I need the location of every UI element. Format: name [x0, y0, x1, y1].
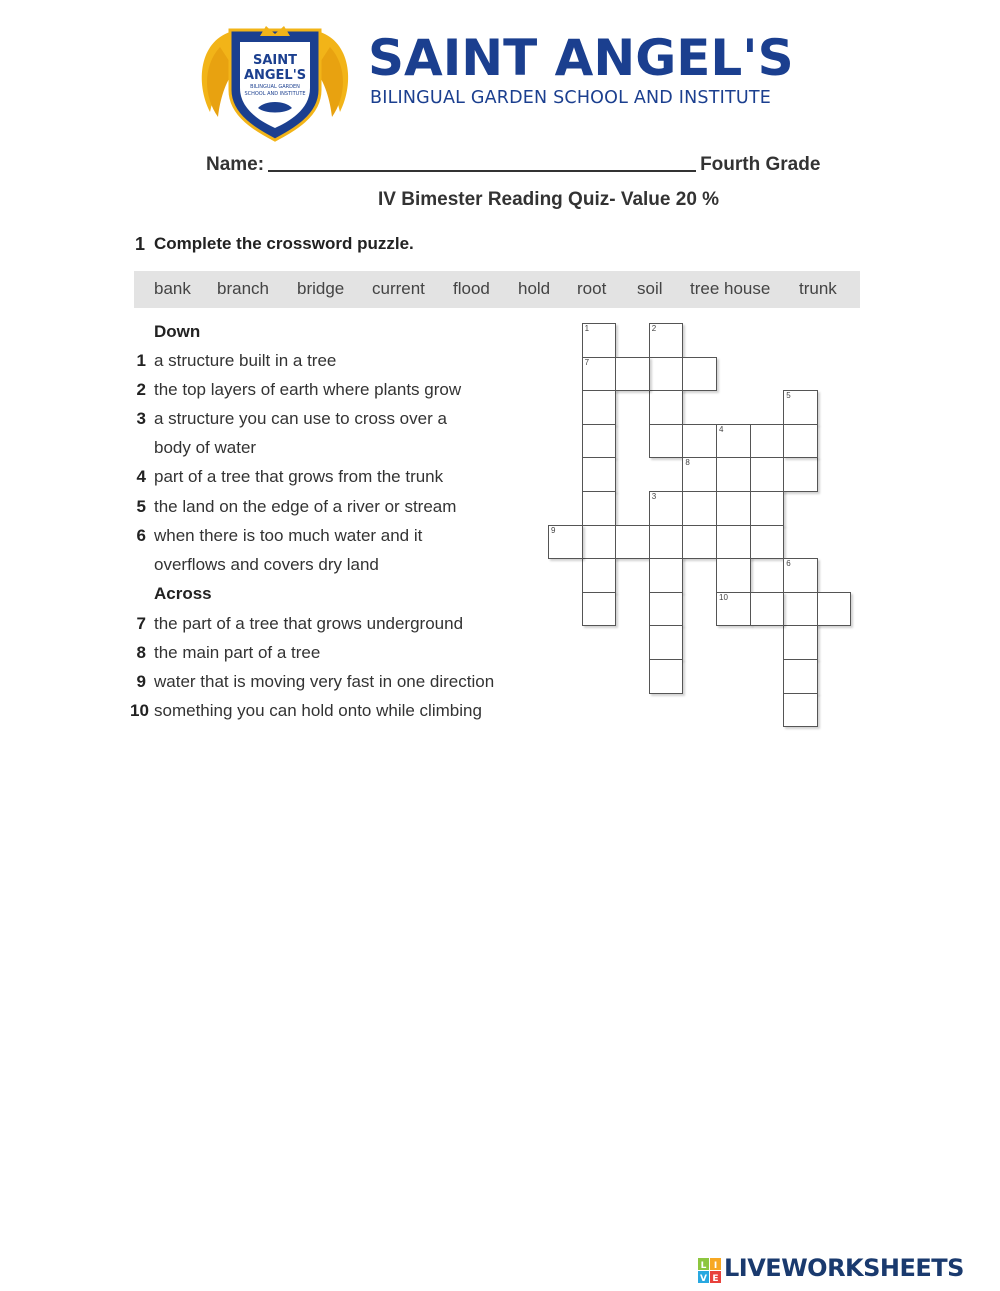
svg-text:V: V	[700, 1274, 707, 1284]
crossword-cell[interactable]	[649, 424, 684, 459]
crossword-cell[interactable]	[783, 625, 818, 660]
clue-number: 4	[136, 467, 146, 486]
crossword-cell-number: 8	[685, 458, 690, 468]
crossword-cell[interactable]	[649, 323, 684, 358]
crossword-cell[interactable]	[649, 390, 684, 425]
crossword-cell[interactable]	[649, 659, 684, 694]
word-bank-item: trunk	[799, 279, 837, 298]
clue-number: 10	[130, 701, 149, 720]
crossword-cell[interactable]	[783, 390, 818, 425]
crossword-cell[interactable]	[750, 424, 785, 459]
crossword-cell[interactable]	[649, 558, 684, 593]
crossword-cell[interactable]	[649, 625, 684, 660]
crossword-cell[interactable]	[716, 525, 751, 560]
word-bank-item: branch	[217, 279, 269, 298]
clue-text: when there is too much water and it	[154, 526, 423, 545]
crossword-grid	[548, 323, 858, 733]
name-blank[interactable]	[268, 154, 696, 172]
clue-text: part of a tree that grows from the trunk	[154, 467, 444, 486]
school-crest-logo	[190, 12, 360, 142]
word-bank-item: soil	[637, 279, 663, 298]
across-heading: Across	[154, 584, 212, 603]
svg-text:E: E	[712, 1274, 719, 1284]
crossword-cell[interactable]	[649, 491, 684, 526]
crossword-cell[interactable]	[582, 323, 617, 358]
crossword-cell[interactable]	[649, 357, 684, 392]
word-bank-item: bank	[154, 279, 191, 298]
crossword-cell[interactable]	[783, 659, 818, 694]
crossword-cell[interactable]	[783, 558, 818, 593]
crossword-cell[interactable]	[817, 592, 852, 627]
clue-number: 9	[136, 672, 146, 691]
clue-number: 7	[136, 614, 146, 633]
crossword-cell[interactable]	[582, 424, 617, 459]
crossword-cell[interactable]	[682, 491, 717, 526]
quiz-title: IV Bimester Reading Quiz- Value 20 %	[378, 189, 720, 210]
word-bank-item: tree house	[690, 279, 771, 298]
name-label: Name:	[206, 154, 265, 175]
clue-text: the part of a tree that grows underground	[154, 614, 464, 633]
crest-text-3: BILINGUAL GARDEN	[250, 84, 300, 90]
crossword-cell-number: 5	[786, 391, 791, 401]
word-bank-item: current	[372, 279, 425, 298]
crest-text-2: ANGEL'S	[243, 68, 307, 83]
clue-text: the main part of a tree	[154, 643, 321, 662]
crest-text-4: SCHOOL AND INSTITUTE	[244, 91, 306, 97]
question-number: 1	[135, 234, 146, 254]
crossword-cell[interactable]	[582, 592, 617, 627]
crossword-cell[interactable]	[582, 357, 617, 392]
clue-text: a structure built in a tree	[154, 351, 337, 370]
down-heading: Down	[154, 322, 201, 341]
clue-text: something you can hold onto while climbing	[154, 701, 482, 720]
crossword-cell[interactable]	[750, 491, 785, 526]
clue-number: 2	[136, 380, 146, 399]
crossword-cell[interactable]	[582, 525, 617, 560]
clue-number: 8	[136, 643, 146, 662]
crossword-cell[interactable]	[783, 693, 818, 728]
school-name: SAINT ANGEL'S	[368, 29, 794, 87]
crossword-cell-number: 1	[584, 324, 590, 333]
crossword-cell[interactable]	[716, 592, 751, 627]
name-line	[206, 154, 820, 176]
clue-text: a structure you can use to cross over a	[154, 409, 447, 428]
crossword-cell[interactable]	[582, 558, 617, 593]
crossword-cell[interactable]	[750, 457, 785, 492]
clue-text: water that is moving very fast in one direction	[154, 672, 495, 691]
liveworksheets-brand: LIVEWORKSHEETS	[724, 1254, 964, 1282]
word-bank-item: bridge	[297, 279, 345, 298]
crossword-cell[interactable]	[716, 457, 751, 492]
crossword-cell[interactable]	[682, 525, 717, 560]
word-bank	[134, 271, 860, 308]
crossword-cell[interactable]	[783, 457, 818, 492]
crossword-cell[interactable]	[682, 457, 717, 492]
crossword-cell-number: 10	[719, 592, 728, 602]
crossword-cell[interactable]	[783, 592, 818, 627]
crossword-cell-number: 7	[584, 357, 590, 367]
crossword-cell[interactable]	[716, 491, 751, 526]
svg-text:I: I	[713, 1261, 718, 1271]
crossword-cell[interactable]	[615, 525, 650, 560]
crossword-cell[interactable]	[750, 592, 785, 627]
crossword-cell[interactable]	[548, 525, 583, 560]
question-instruction: Complete the crossword puzzle.	[154, 234, 414, 253]
crossword-cell-number: 2	[651, 324, 657, 333]
clue-number: 1	[136, 351, 146, 370]
word-bank-item: root	[577, 279, 607, 298]
clue-number: 3	[136, 409, 146, 428]
crossword-cell[interactable]	[615, 357, 650, 392]
school-subtitle: BILINGUAL GARDEN SCHOOL AND INSTITUTE	[370, 88, 772, 108]
crossword-cell-number: 3	[651, 492, 657, 501]
crossword-cell-number: 6	[786, 559, 791, 569]
grade-label: Fourth Grade	[700, 154, 821, 175]
clue-number: 5	[136, 497, 146, 516]
liveworksheets-icon	[698, 1258, 722, 1284]
clue-text: the land on the edge of a river or stream	[154, 497, 457, 516]
crossword-cell[interactable]	[649, 525, 684, 560]
clue-text: the top layers of earth where plants grow	[154, 380, 462, 399]
crossword-cell[interactable]	[716, 424, 751, 459]
crossword-cell[interactable]	[582, 457, 617, 492]
crest-text-1: SAINT	[252, 53, 298, 68]
crossword-cell-number: 4	[719, 424, 724, 434]
clue-number: 6	[136, 526, 146, 545]
crossword-cell[interactable]	[682, 424, 717, 459]
crossword-cell-number: 9	[551, 525, 556, 535]
word-bank-item: hold	[518, 279, 551, 298]
clue-text: overflows and covers dry land	[154, 555, 379, 574]
crossword-cell[interactable]	[716, 558, 751, 593]
crossword-cell[interactable]	[649, 592, 684, 627]
word-bank-item: flood	[453, 279, 490, 298]
crossword-cell[interactable]	[682, 357, 717, 392]
clue-text: body of water	[154, 438, 257, 457]
crossword-cell[interactable]	[750, 525, 785, 560]
svg-text:L: L	[700, 1261, 707, 1271]
crossword-cell[interactable]	[783, 424, 818, 459]
crossword-cell[interactable]	[582, 491, 617, 526]
crossword-cell[interactable]	[582, 390, 617, 425]
